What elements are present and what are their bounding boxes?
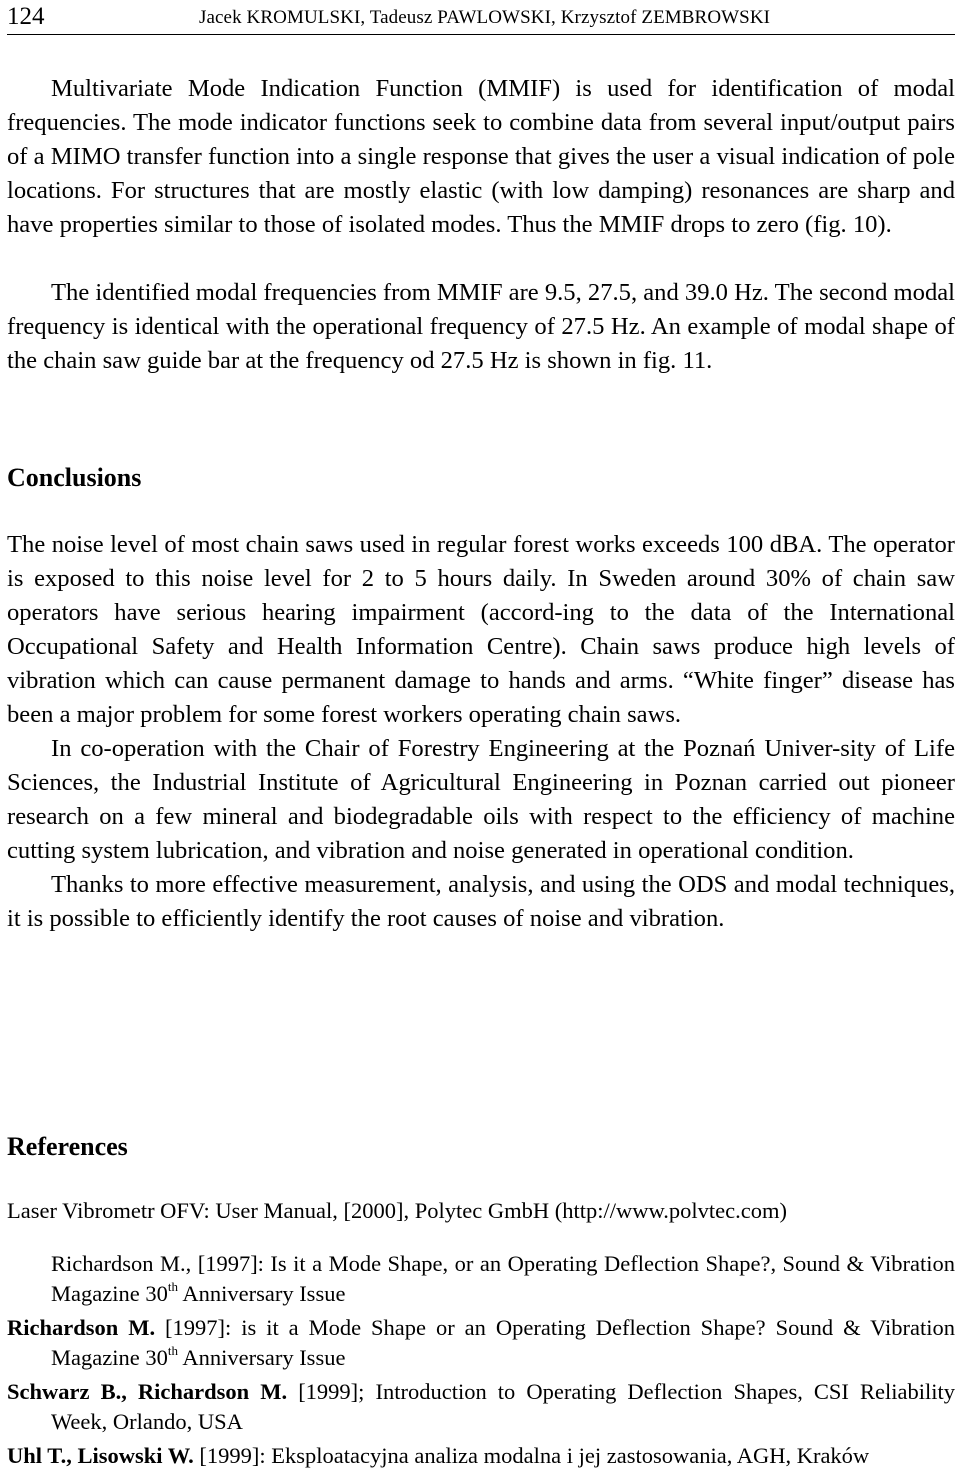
reference-text: [1999]; Introduction to Operating Deflection Shapes, CSI Reliability Week, Orlando, USA [51,1378,955,1434]
running-head-authors: Jacek KROMULSKI, Tadeusz PAWLOWSKI, Krzysztof ZEMBROWSKI [199,7,771,28]
superscript: th [167,1342,178,1358]
page-number: 124 [7,3,45,30]
reference-text: [1997]: is it a Mode Shape or an Operating Deflection Shape? Sound & Vibration Magazine 30 [51,1314,955,1370]
section-heading-references: References [7,1132,128,1161]
reference-text-tail: Anniversary Issue [177,1344,346,1370]
reference-authors: Schwarz B., Richardson M. [7,1378,288,1404]
reference-item [7,1441,955,1471]
conclusions-body [7,528,955,936]
superscript: th [167,1278,178,1294]
reference-text: Richardson M., [1997]: Is it a Mode Shape, or an Operating Deflection Shape?, Sound & Vibration Magazine 30 [51,1250,955,1306]
paragraph-identified-frequencies [7,276,955,378]
reference-authors: Uhl T., Lisowski W. [7,1442,194,1468]
reference-item [7,1313,955,1373]
running-header [7,2,955,35]
reference-item [7,1377,955,1437]
paragraph-text: Multivariate Mode Indication Function (MMIF) is used for identification of modal frequencies. The mode indicator functions seek to combine data from several input/output pairs of a MIMO transfer function into a single response that gives the user a visual indication of pole locations. For structures that are mostly elastic (with low damping) resonances are sharp and have properties similar to those of isolated modes. Thus the MMIF drops to zero (fig. 10). [7,75,955,238]
reference-item [7,1196,955,1226]
reference-text: Laser Vibrometr OFV: User Manual, [2000], Polytec GmbH (http://www.polvtec.com) [7,1198,787,1223]
reference-list [7,1196,955,1475]
reference-authors: Richardson M. [7,1314,156,1340]
conclusions-paragraph-3: Thanks to more effective measurement, analysis, and using the ODS and modal techniques, it is possible to efficiently identify the root causes of noise and vibration. [7,871,955,932]
conclusions-paragraph-2: In co-operation with the Chair of Forestry Engineering at the Poznań Univer-sity of Life Sciences, the Industrial Institute of Agricultural Engineering in Poznan carried out pioneer research on a few mineral and biodegradable oils with respect to the efficiency of machine cutting system lubrication, and vibration and noise generated in operational condition. [7,735,955,864]
paragraph-mmif [7,72,955,242]
conclusions-paragraph-1: The noise level of most chain saws used in regular forest works exceeds 100 dBA. The operator is exposed to this noise level for 2 to 5 hours daily. In Sweden around 30% of chain saw operators have serious hearing impairment (accord-ing to the data of the International Occupational Safety and Health Information Centre). Chain saws produce high levels of vibration which can cause permanent damage to hands and arms. “White finger” disease has been a major problem for some forest workers operating chain saws. [7,531,955,728]
paragraph-text: The identified modal frequencies from MMIF are 9.5, 27.5, and 39.0 Hz. The second modal frequency is identical with the operational frequency of 27.5 Hz. An example of modal shape of the chain saw guide bar at the frequency od 27.5 Hz is shown in fig. 11. [7,279,955,374]
reference-text-tail: Anniversary Issue [177,1280,346,1306]
reference-item [7,1249,955,1309]
section-heading-conclusions: Conclusions [7,463,142,492]
reference-text: [1999]: Eksploatacyjna analiza modalna i jej zastosowania, AGH, Kraków [193,1442,870,1468]
